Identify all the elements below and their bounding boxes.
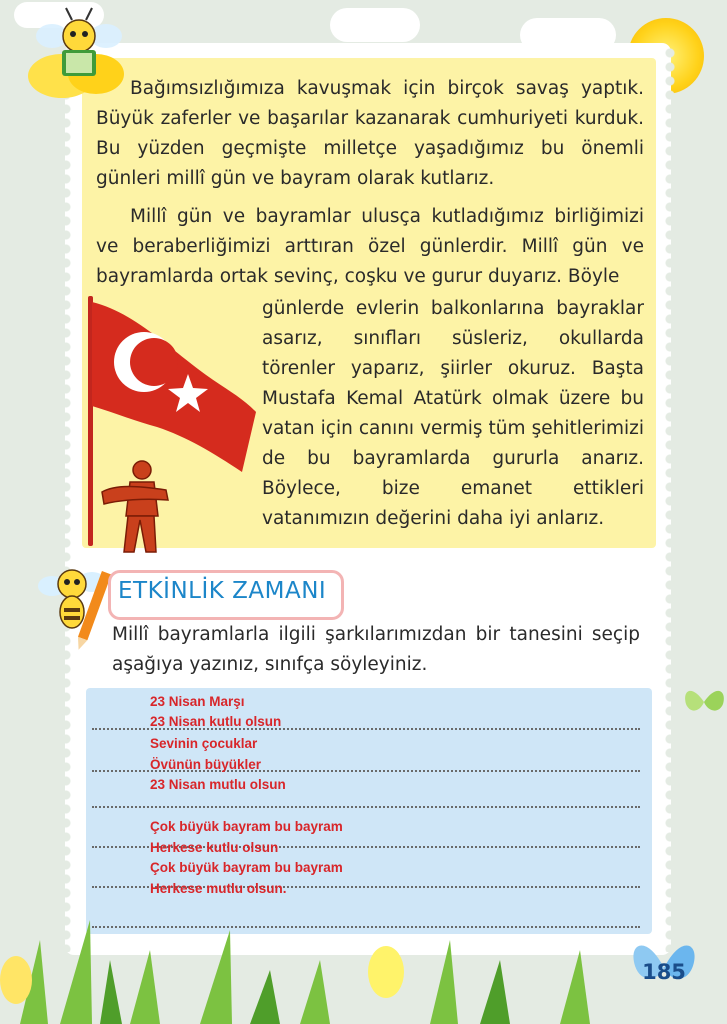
song-line: Çok büyük bayram bu bayram — [150, 819, 343, 834]
song-line: Çok büyük bayram bu bayram — [150, 860, 343, 875]
reading-paragraph-1: Bağımsızlığımıza kavuşmak için birçok savaş yaptık. Büyük zaferler ve başarılar kazanarak cumhuriyeti kurduk. Bu yüzden geçmişte milletçe yaşadığımız bu önemli günleri millî gün ve bayram olarak kutlarız. — [96, 78, 644, 189]
song-line: 23 Nisan mutlu olsun — [150, 777, 286, 792]
bee-pencil-icon — [34, 560, 112, 656]
page-number: 185 — [642, 960, 686, 984]
song-line: Herkese kutlu olsun — [150, 840, 279, 855]
reading-paragraph-3: günlerde evlerin balkonlarına bayraklar asarız, sınıfları süsleriz, okullarda törenler yaparız, şiirler okuruz. Başta Mustafa Kemal Atatürk olmak üzere bu vatan için canını vermiş tüm şehitlerimizi de bu bayramlarda gururla anarız. Böylece, bize emanet ettikleri vatanımızın değerini daha iyi anlarız. — [262, 298, 644, 529]
song-line: Övünün büyükler — [150, 757, 262, 772]
grass-decoration — [0, 900, 727, 1024]
song-line: 23 Nisan kutlu olsun — [150, 714, 282, 729]
reading-paragraph-2: Millî gün ve bayramlar ulusça kutladığımız birliğimizi ve beraberliğimizi arttıran özel günlerdir. Millî gün ve bayramlarda ortak sevinç, coşku ve gurur duyarız. Böyle — [96, 206, 644, 287]
soldier-icon — [96, 456, 186, 554]
turkish-flag-icon — [86, 296, 256, 556]
dotted-line — [92, 806, 640, 808]
song-line: 23 Nisan Marşı — [150, 694, 245, 709]
song-line: Herkese mutlu olsun. — [150, 881, 287, 896]
activity-title: ETKİNLİK ZAMANI — [118, 578, 327, 604]
activity-instruction: Millî bayramlarla ilgili şarkılarımızdan bir tanesini seçip aşağıya yazınız, sınıfça söyleyiniz. — [112, 624, 640, 675]
song-line: Sevinin çocuklar — [150, 736, 258, 751]
cloud-decoration — [330, 8, 420, 42]
butterfly-icon — [682, 680, 727, 724]
